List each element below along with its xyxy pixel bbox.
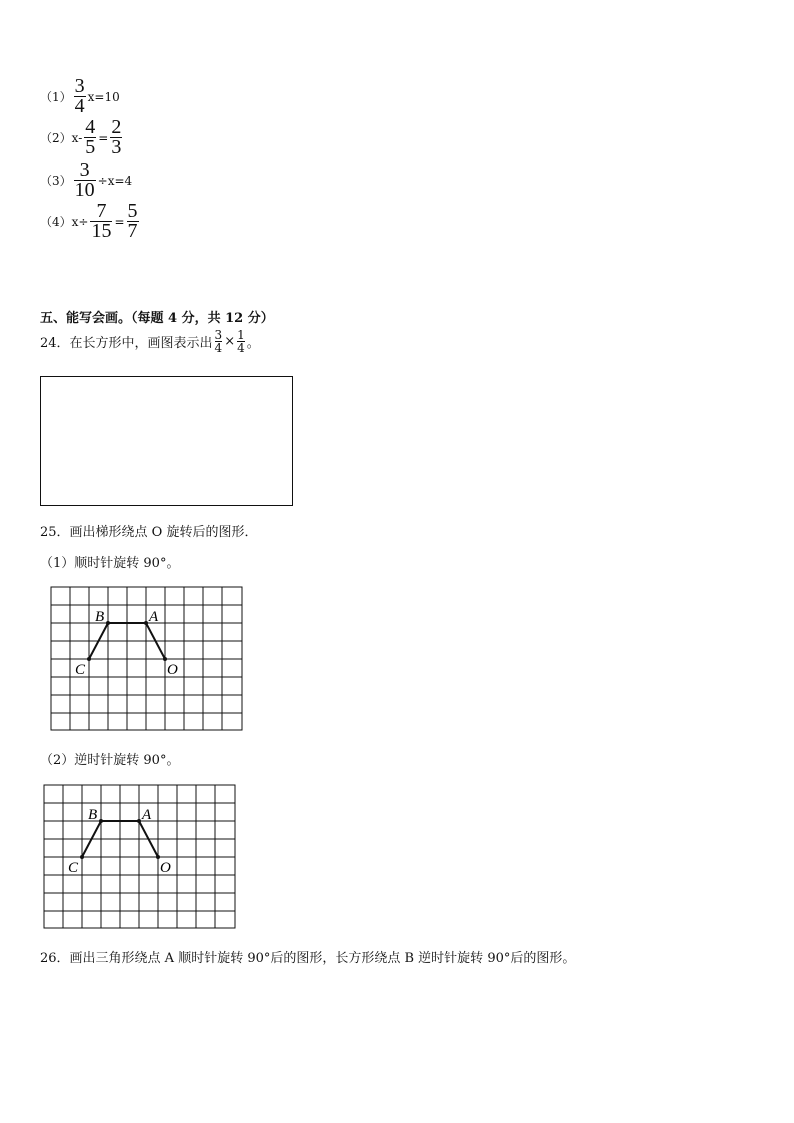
numerator: 4 xyxy=(85,116,96,138)
question-25-part-1: （1）顺时针旋转 90°。 xyxy=(40,556,180,571)
denominator: 4 xyxy=(237,341,245,355)
point-o xyxy=(163,657,167,661)
denominator: 5 xyxy=(85,136,96,158)
question-25-part-2: （2）逆时针旋转 90°。 xyxy=(40,753,180,768)
equation-pre: x- xyxy=(71,130,83,145)
label-o: O xyxy=(160,860,171,876)
times-sign: × xyxy=(224,334,236,349)
point-o xyxy=(156,855,160,859)
numerator: 3 xyxy=(74,75,85,97)
equation-label: （3） xyxy=(40,174,72,188)
question-25: 25．画出梯形绕点 O 旋转后的图形． xyxy=(40,525,258,540)
point-c xyxy=(87,657,91,661)
label-a: A xyxy=(149,609,159,625)
fraction xyxy=(237,329,245,354)
label-c: C xyxy=(68,860,79,876)
rotation-grid-1[interactable] xyxy=(50,586,244,732)
equation-pre: x÷ xyxy=(71,214,89,229)
denominator: 10 xyxy=(74,179,95,201)
point-c xyxy=(80,855,84,859)
label-b: B xyxy=(95,609,105,625)
rotation-grid-2[interactable] xyxy=(43,784,237,930)
denominator: 4 xyxy=(74,95,85,117)
fraction xyxy=(110,118,122,157)
numerator: 3 xyxy=(214,328,223,342)
fraction xyxy=(74,161,96,200)
point-b xyxy=(99,819,103,823)
equation-rest: ÷x=4 xyxy=(97,173,133,188)
numerator: 1 xyxy=(237,328,245,342)
denominator: 7 xyxy=(127,220,138,242)
numerator: 2 xyxy=(111,116,122,138)
fraction xyxy=(90,202,112,241)
equation-2 xyxy=(40,118,124,157)
drawing-rectangle[interactable] xyxy=(40,376,293,506)
numerator: 3 xyxy=(79,159,90,181)
point-a xyxy=(144,621,148,625)
denominator: 15 xyxy=(91,220,112,242)
point-b xyxy=(106,621,110,625)
label-c: C xyxy=(75,662,86,678)
equation-label: （1） xyxy=(40,90,72,104)
section-title: 五、能写会画。（每题 4 分，共 12 分） xyxy=(40,311,274,326)
equation-rest: = xyxy=(114,214,125,229)
label-a: A xyxy=(142,807,152,823)
question-text: 24．在长方形中，画图表示出 xyxy=(40,336,213,351)
point-a xyxy=(137,819,141,823)
equation-label: （4） xyxy=(40,215,72,229)
denominator: 4 xyxy=(214,341,223,355)
fraction xyxy=(127,202,139,241)
question-26: 26．画出三角形绕点 A 顺时针旋转 90°后的图形，长方形绕点 B 逆时针旋转 90°后的图形。 xyxy=(40,951,576,966)
equation-1 xyxy=(40,77,120,116)
equation-rest: x=10 xyxy=(87,89,120,104)
fraction xyxy=(84,118,96,157)
denominator: 3 xyxy=(111,136,122,158)
label-o: O xyxy=(167,662,178,678)
fraction xyxy=(215,329,223,354)
label-b: B xyxy=(88,807,98,823)
equation-rest: = xyxy=(98,130,109,145)
numerator: 7 xyxy=(96,200,107,222)
numerator: 5 xyxy=(127,200,138,222)
equation-3 xyxy=(40,161,132,200)
question-suffix: 。 xyxy=(246,336,260,351)
fraction xyxy=(74,77,86,116)
equation-label: （2） xyxy=(40,131,72,145)
equation-4 xyxy=(40,202,141,241)
question-24 xyxy=(40,329,260,354)
